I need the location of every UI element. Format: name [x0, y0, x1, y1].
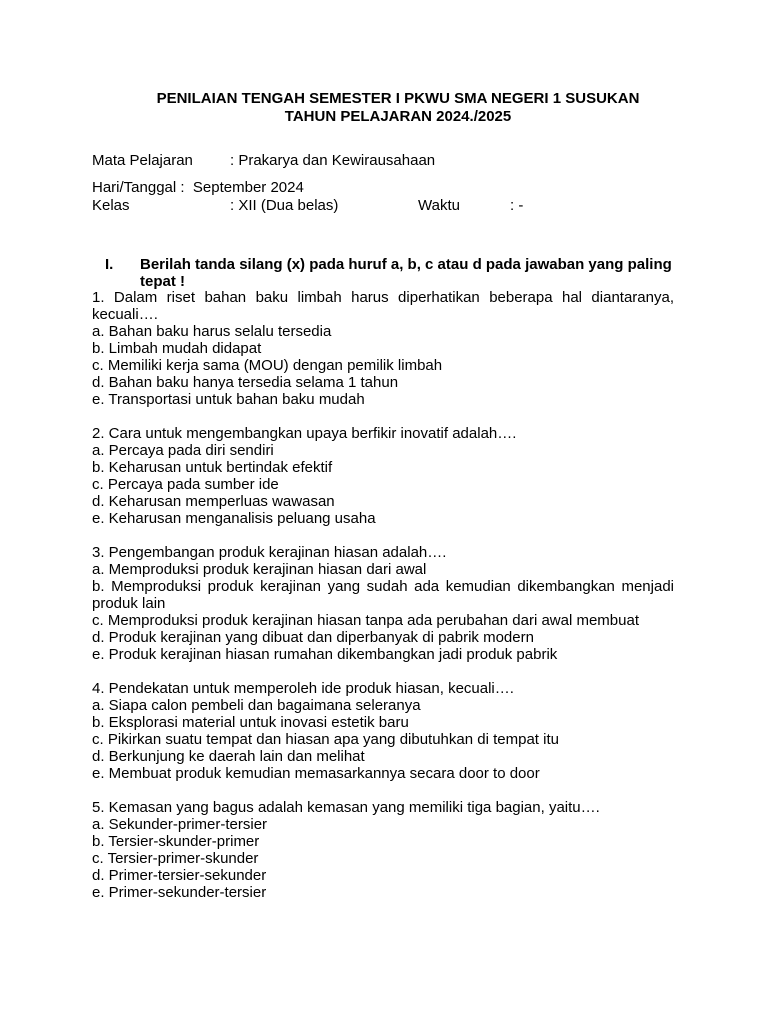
- date-label: Hari/Tanggal :: [92, 179, 185, 196]
- answer-option: d. Bahan baku hanya tersedia selama 1 tahun: [92, 374, 399, 391]
- title-line-1: PENILAIAN TENGAH SEMESTER I PKWU SMA NEGERI 1 SUSUKAN: [156, 90, 640, 107]
- class-label: Kelas: [92, 197, 130, 214]
- info-subject-row: [92, 152, 435, 170]
- question-list: [92, 289, 674, 918]
- class-value: : XII (Dua belas): [230, 197, 339, 214]
- answer-option: a. Bahan baku harus selalu tersedia: [92, 323, 332, 340]
- answer-option: a. Percaya pada diri sendiri: [92, 442, 274, 459]
- question-stem: 1. Dalam riset bahan baku limbah harus diperhatikan beberapa hal diantaranya, kecuali….: [92, 289, 674, 323]
- answer-option: b. Keharusan untuk bertindak efektif: [92, 459, 333, 476]
- subject-value: : Prakarya dan Kewirausahaan: [230, 152, 436, 169]
- question-stem: 4. Pendekatan untuk memperoleh ide produk hiasan, kecuali….: [92, 680, 514, 697]
- section-instruction-text: Berilah tanda silang (x) pada huruf a, b, c atau d pada jawaban yang paling tepat !: [140, 256, 672, 290]
- answer-option: c. Tersier-primer-skunder: [92, 850, 259, 867]
- question-stem: 3. Pengembangan produk kerajinan hiasan adalah….: [92, 544, 447, 561]
- answer-option: e. Produk kerajinan hiasan rumahan dikembangkan jadi produk pabrik: [92, 646, 558, 663]
- answer-option: e. Membuat produk kemudian memasarkannya secara door to door: [92, 765, 540, 782]
- question-5: [92, 799, 674, 901]
- answer-option: d. Produk kerajinan yang dibuat dan diperbanyak di pabrik modern: [92, 629, 534, 646]
- question-stem: 5. Kemasan yang bagus adalah kemasan yang memiliki tiga bagian, yaitu….: [92, 799, 600, 816]
- subject-label: Mata Pelajaran: [92, 152, 193, 169]
- title-line-2: TAHUN PELAJARAN 2024./2025: [284, 108, 512, 125]
- document-title: [92, 90, 704, 126]
- info-date-row: [92, 179, 304, 197]
- answer-option: e. Keharusan menganalisis peluang usaha: [92, 510, 376, 527]
- time-value: : -: [510, 197, 524, 214]
- answer-option: c. Memiliki kerja sama (MOU) dengan pemilik limbah: [92, 357, 443, 374]
- question-3: [92, 544, 674, 663]
- question-1: [92, 289, 674, 408]
- answer-option: a. Sekunder-primer-tersier: [92, 816, 268, 833]
- answer-option: a. Siapa calon pembeli dan bagaimana seleranya: [92, 697, 421, 714]
- question-2: [92, 425, 674, 527]
- answer-option: c. Pikirkan suatu tempat dan hiasan apa yang dibutuhkan di tempat itu: [92, 731, 559, 748]
- answer-option: a. Memproduksi produk kerajinan hiasan dari awal: [92, 561, 427, 578]
- answer-option: b. Tersier-skunder-primer: [92, 833, 260, 850]
- answer-option: c. Memproduksi produk kerajinan hiasan tanpa ada perubahan dari awal membuat: [92, 612, 639, 629]
- answer-option: e. Primer-sekunder-tersier: [92, 884, 267, 901]
- date-value: September 2024: [192, 179, 304, 196]
- answer-option: b. Limbah mudah didapat: [92, 340, 262, 357]
- answer-option: c. Percaya pada sumber ide: [92, 476, 279, 493]
- answer-option: d. Primer-tersier-sekunder: [92, 867, 267, 884]
- question-4: [92, 680, 674, 782]
- time-label: Waktu: [418, 197, 460, 214]
- answer-option: b. Memproduksi produk kerajinan yang sudah ada kemudian dikembangkan menjadi produk lain: [92, 578, 674, 612]
- info-class-row: [92, 197, 523, 215]
- answer-option: e. Transportasi untuk bahan baku mudah: [92, 391, 365, 408]
- answer-option: d. Keharusan memperluas wawasan: [92, 493, 335, 510]
- section-number: I.: [105, 256, 114, 273]
- question-stem: 2. Cara untuk mengembangkan upaya berfikir inovatif adalah….: [92, 425, 517, 442]
- answer-option: b. Eksplorasi material untuk inovasi estetik baru: [92, 714, 409, 731]
- answer-option: d. Berkunjung ke daerah lain dan melihat: [92, 748, 365, 765]
